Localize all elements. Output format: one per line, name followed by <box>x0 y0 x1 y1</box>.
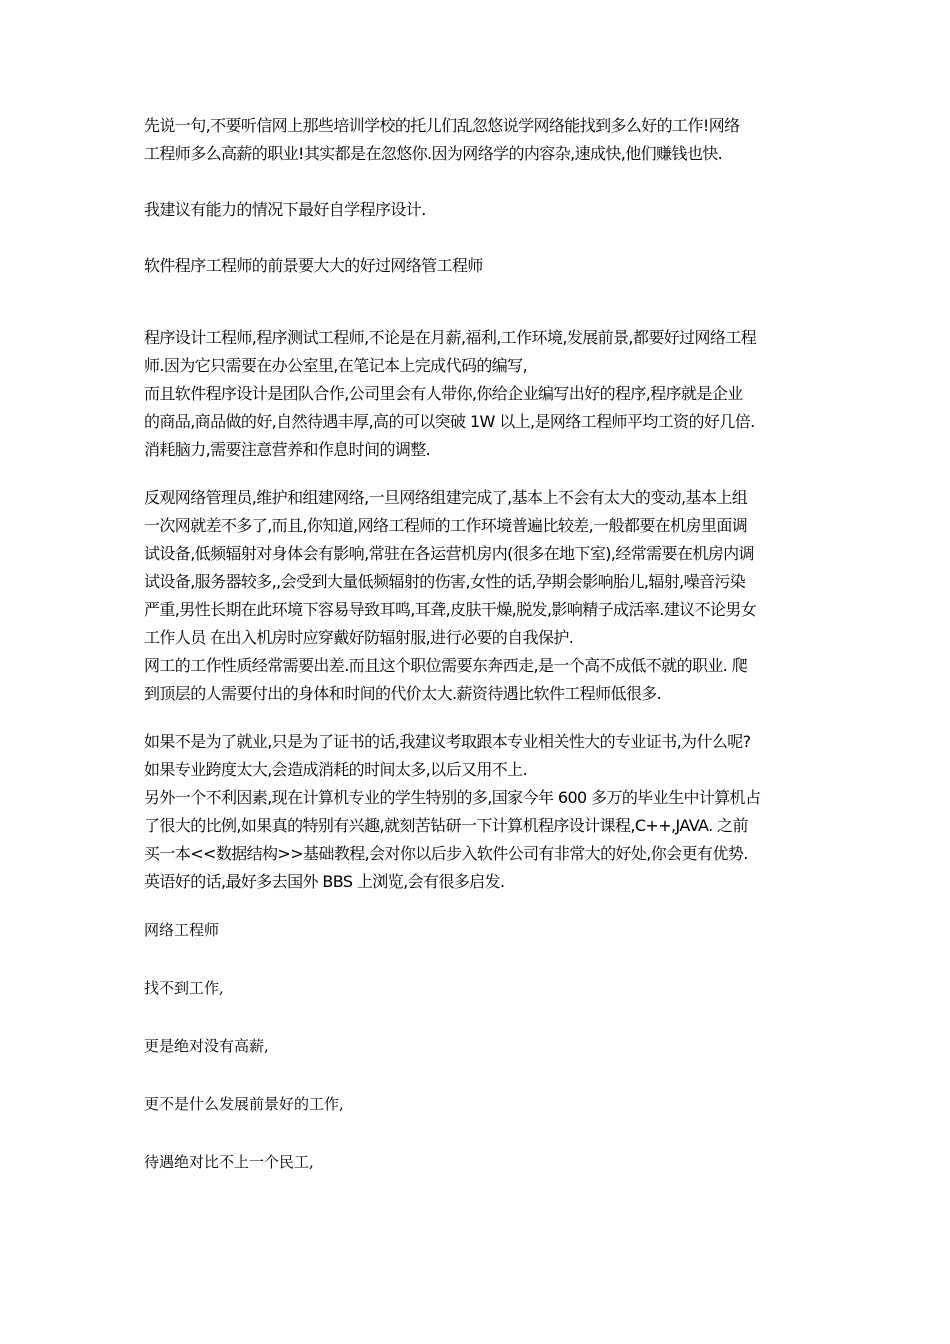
paragraph-warning <box>144 112 816 168</box>
paragraph-software-engineer <box>144 324 816 464</box>
text-line: 到顶层的人需要付出的身体和时间的代价太大.薪资待遇比软件工程师低很多. <box>144 684 662 703</box>
text-line: 的商品,商品做的好,自然待遇丰厚,高的可以突破 1W 以上,是网络工程师平均工资的好几倍. <box>144 412 755 431</box>
text-line: 如果专业跨度太大,会造成消耗的时间太多,以后又用不上. <box>144 760 528 779</box>
text-line: 而且软件程序设计是团队合作,公司里会有人带你,你给企业编写出好的程序,程序就是企业 <box>144 384 743 403</box>
text-line: 找不到工作, <box>144 979 224 997</box>
text-line: 另外一个不利因素,现在计算机专业的学生特别的多,国家今年 600 多万的毕业生中计算机占 <box>144 788 761 807</box>
text-line: 网工的工作性质经常需要出差.而且这个职位需要东奔西走,是一个高不成低不就的职业. 爬 <box>144 656 748 675</box>
text-line: 待遇绝对比不上一个民工, <box>144 1153 314 1171</box>
text-line: 买一本<<数据结构>>基础教程,会对你以后步入软件公司有非常大的好处,你会更有优势. <box>144 844 748 863</box>
text-line: 网络工程师 <box>144 921 220 939</box>
paragraph-network-engineer-title <box>144 916 816 944</box>
text-line: 如果不是为了就业,只是为了证书的话,我建议考取跟本专业相关性大的专业证书,为什么呢? <box>144 732 751 751</box>
text-line: 了很大的比例,如果真的特别有兴趣,就刻苦钻研一下计算机程序设计课程,C++,JAVA. 之前 <box>144 816 748 835</box>
text-line: 更不是什么发展前景好的工作, <box>144 1095 344 1113</box>
paragraph-no-job <box>144 974 816 1002</box>
paragraph-suggestion <box>144 196 816 224</box>
text-line: 消耗脑力,需要注意营养和作息时间的调整. <box>144 440 431 459</box>
paragraph-no-prospects <box>144 1090 816 1118</box>
text-line: 试设备,低频辐射对身体会有影响,常驻在各运营机房内(很多在地下室),经常需要在机房内调 <box>144 544 754 563</box>
text-line: 程序设计工程师,程序测试工程师,不论是在月薪,福利,工作环境,发展前景,都要好过网络工程 <box>144 328 757 347</box>
paragraph-no-high-salary <box>144 1032 816 1060</box>
text-line: 工作人员 在出入机房时应穿戴好防辐射服,进行必要的自我保护. <box>144 628 574 647</box>
text-line: 严重,男性长期在此环境下容易导致耳鸣,耳聋,皮肤干燥,脱发,影响精子成活率.建议不论男女 <box>144 600 757 619</box>
paragraph-network-admin <box>144 484 816 708</box>
document-page <box>144 112 816 1176</box>
paragraph-worse-than-worker <box>144 1148 816 1176</box>
paragraph-certificate-advice <box>144 728 816 896</box>
text-line: 师.因为它只需要在办公室里,在笔记本上完成代码的编写, <box>144 356 528 375</box>
text-line: 我建议有能力的情况下最好自学程序设计. <box>144 200 426 219</box>
text-line: 更是绝对没有高薪, <box>144 1037 269 1055</box>
text-line: 先说一句,不要听信网上那些培训学校的托儿们乱忽悠说学网络能找到多么好的工作!网络 <box>144 116 740 135</box>
text-line: 试设备,服务器较多,,会受到大量低频辐射的伤害,女性的话,孕期会影响胎儿,辐射,噪音污染 <box>144 572 746 591</box>
text-line: 软件程序工程师的前景要大大的好过网络管工程师 <box>144 256 483 275</box>
paragraph-heading-software <box>144 252 816 280</box>
text-line: 反观网络管理员,维护和组建网络,一旦网络组建完成了,基本上不会有太大的变动,基本上组 <box>144 488 748 507</box>
text-line: 一次网就差不多了,而且,你知道,网络工程师的工作环境普遍比较差,一般都要在机房里面调 <box>144 516 748 535</box>
text-line: 英语好的话,最好多去国外 BBS 上浏览,会有很多启发. <box>144 872 505 891</box>
text-line: 工程师多么高薪的职业!其实都是在忽悠你.因为网络学的内容杂,速成快,他们赚钱也快. <box>144 144 723 163</box>
